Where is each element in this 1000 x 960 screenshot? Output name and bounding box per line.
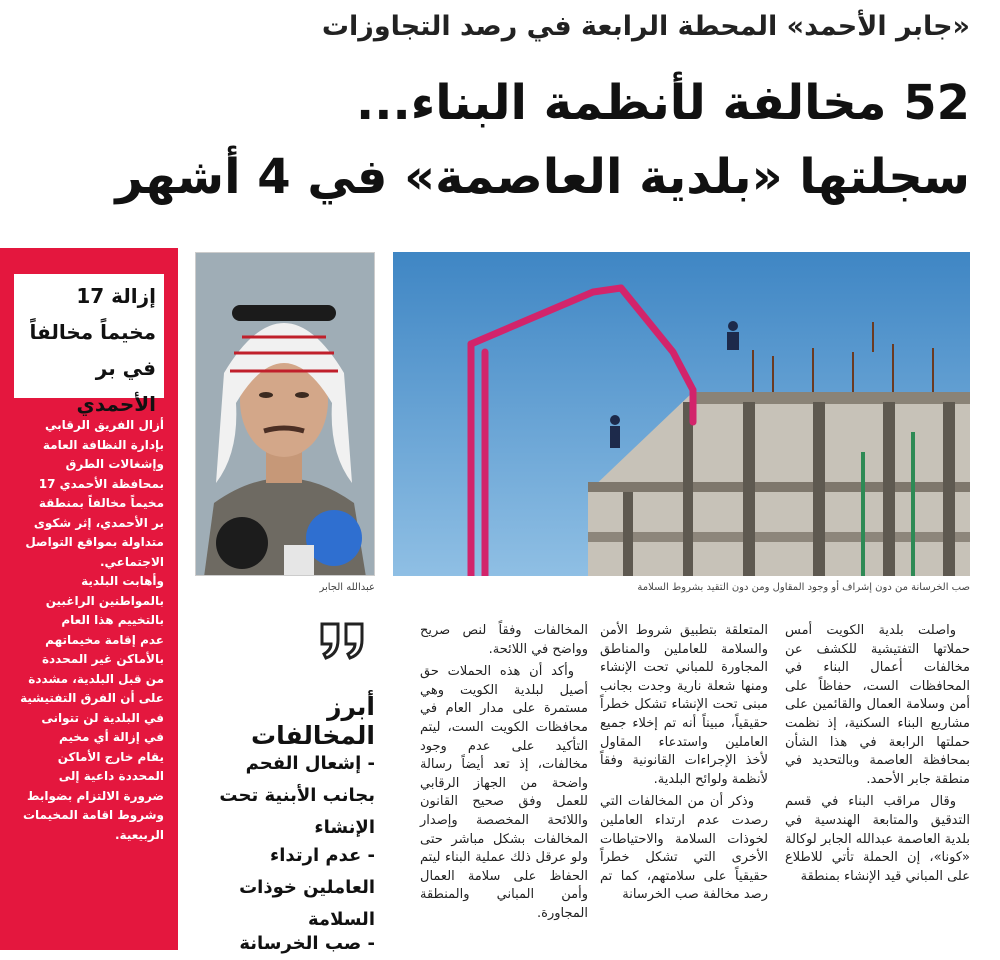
construction-illustration xyxy=(393,252,970,576)
portrait-illustration xyxy=(195,253,374,576)
sidebar-line: بالمواطنين الراغبين xyxy=(45,593,164,608)
highlights-title: أبرز المخالفات xyxy=(250,692,375,750)
sidebar-line: بالأماكن غير المحددة xyxy=(41,652,164,666)
photo-caption: صب الخرسانة من دون إشراف أو وجود المقاول ومن دون التقيد بشروط السلامة xyxy=(637,582,970,593)
sidebar-title-box xyxy=(14,274,164,416)
quote-mark-icon xyxy=(318,620,366,660)
sidebar-line: عدم إقامة مخيماتهم xyxy=(45,632,164,647)
article-column-2 xyxy=(600,622,768,909)
sidebar-box xyxy=(0,248,178,950)
sidebar-line: المحددة داعية إلى xyxy=(58,769,164,783)
sidebar-title-line-3: في بر الأحمدي xyxy=(76,356,156,416)
sidebar-line: بر الأحمدي، إثر شكوى xyxy=(33,515,164,530)
sidebar-line: وشروط اقامة المخيمات xyxy=(22,808,164,822)
highlight-item-3: - صب الخرسانة xyxy=(239,933,375,954)
headline-line-2: سجلتها «بلدية العاصمة» في 4 أشهر xyxy=(115,149,970,205)
sidebar-line: وإشغالات الطرق xyxy=(65,457,164,471)
article-column-1 xyxy=(785,622,970,890)
sidebar-line: بمحافظة الأحمدي 17 xyxy=(38,476,164,491)
sidebar-line: في البلدية لن تتوانى xyxy=(41,710,164,725)
quote-glyph-icon xyxy=(318,620,366,660)
sidebar-title-line-2: مخيماً مخالفاً xyxy=(29,320,156,344)
sidebar-line: مخيماً مخالفاً بمنطقة xyxy=(38,496,164,510)
sidebar-title-line-1: إزالة 17 xyxy=(76,284,156,308)
sidebar-line: متداولة بمواقع التواصل xyxy=(25,535,164,549)
sidebar-line: أزال الفريق الرقابي xyxy=(44,418,164,432)
kicker-subtitle: «جابر الأحمد» المحطة الرابعة في رصد التجاوزات xyxy=(321,11,970,42)
construction-photo xyxy=(393,252,970,576)
sidebar-line: بإدارة النظافة العامة xyxy=(42,437,164,452)
headline xyxy=(30,66,970,214)
sidebar-line: وأهابت البلدية xyxy=(81,574,164,588)
sidebar-line: يقام خارج الأماكن xyxy=(57,749,164,764)
article-paragraph: المتعلقة بتطبيق شروط الأمن والسلامة للعاملين والمناطق المجاورة للمباني تحت الإنشاء ومنها شعلة نارية وجدت بجانب مبنى تحت الإنشاء تشكل خطراً حقيقياً، مبيناً أنه تم إخلاء جميع العاملين واستدعاء المقاول لأخذ الإجراءات القانونية وفقاً لأنظمة ولوائح البلدية. xyxy=(600,623,768,787)
sidebar-line: من قبل البلدية، مشددة xyxy=(28,671,164,686)
sidebar-line: على أن الفرق التفتيشية xyxy=(20,691,164,705)
article-paragraph: واصلت بلدية الكويت أمس حملاتها التفتيشية للكشف عن مخالفات أعمال البناء في المحافظات الست، حفاظاً على أمن وسلامة العمال والقائمين على مشاريع البناء السكنية، إذ نظمت حملتها الرابعة في هذا الشأن بمحافظة العاصمة وبالتحديد في منطقة جابر الأحمد. xyxy=(785,623,970,787)
article-column-3 xyxy=(420,622,588,928)
highlight-item-2: - عدم ارتداء العاملين خوذات السلامة xyxy=(239,845,375,930)
portrait-photo xyxy=(195,252,375,576)
portrait-caption: عبدالله الجابر xyxy=(319,582,375,593)
sidebar-line: ضرورة الالتزام بضوابط xyxy=(26,788,164,803)
sidebar-line: الاجتماعي. xyxy=(99,554,164,569)
article-paragraph: المخالفات وفقاً لنص صريح وواضح في اللائحة. xyxy=(420,623,588,657)
sidebar-line: الربيعية. xyxy=(115,827,164,842)
sidebar-body xyxy=(14,416,164,845)
article-paragraph: وأكد أن هذه الحملات حق أصيل لبلدية الكويت وهي مستمرة على مدار العام في محافظات الكويت الست، ليتم التأكيد على عدم وجود مخالفات، إذ تعد أيضاً رسالة واضحة من الجهاز الرقابي للعمل وفق صحيح القانون واللائحة المخصصة وإصدار المخالفات بشكل مباشر حتى ولو عرقل ذلك عملية البناء ليتم الحفاظ على سلامة العمال وأمن المباني والمنطقة المجاورة. xyxy=(420,664,588,921)
headline-line-1: 52 مخالفة لأنظمة البناء... xyxy=(356,75,970,131)
highlight-item-1: - إشعال الفحم بجانب الأبنية تحت الإنشاء xyxy=(219,753,375,838)
article-paragraph: وذكر أن من المخالفات التي رصدت عدم ارتداء العاملين لخوذات السلامة والاحتياطات الأخرى التي تشكل خطراً حقيقياً على سلامتهم، كما تم رصد مخالفة صب الخرسانة xyxy=(600,794,768,903)
article-paragraph: وقال مراقب البناء في قسم التدقيق والمتابعة الهندسية في بلدية العاصمة عبدالله الجابر لوكالة «كونا»، إن الحملة تأتي للاطلاع على المباني قيد الإنشاء بمنطقة xyxy=(784,794,970,884)
sidebar-line: بالتخييم هذا العام xyxy=(61,613,164,627)
sidebar-line: في إزالة أي مخيم xyxy=(59,730,164,744)
